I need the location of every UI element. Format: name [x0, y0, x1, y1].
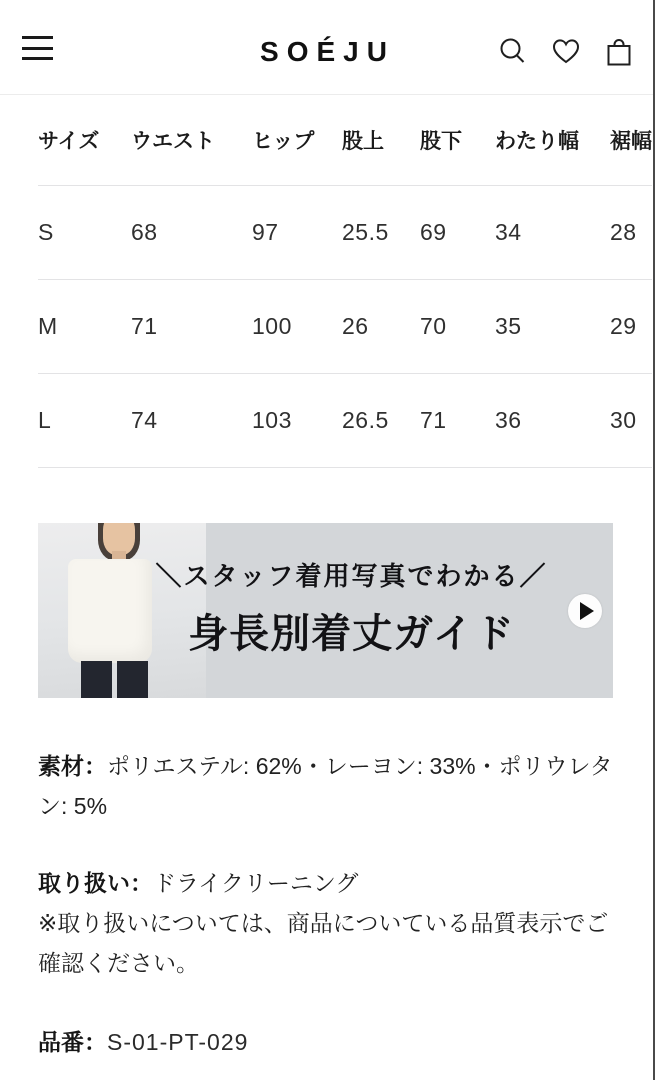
play-button[interactable] — [568, 594, 602, 628]
cell-value: 29 — [610, 279, 652, 373]
cell-size: L — [38, 373, 131, 467]
material-row — [38, 746, 617, 826]
cell-value: 68 — [131, 185, 252, 279]
bag-icon — [602, 35, 636, 69]
size-table-header-row — [38, 95, 652, 185]
cell-value: 26.5 — [342, 373, 420, 467]
col-header-rise: 股上 — [342, 95, 420, 185]
cell-value: 25.5 — [342, 185, 420, 279]
col-header-waist: ウエスト — [131, 95, 252, 185]
care-value: ドライクリーニング — [153, 869, 359, 896]
table-row-m — [38, 279, 652, 373]
col-header-hem: 裾幅 — [610, 95, 652, 185]
col-header-inseam: 股下 — [420, 95, 495, 185]
product-details — [38, 746, 617, 1062]
cell-value: 28 — [610, 185, 652, 279]
material-value: ポリエステル: 62%・レーヨン: 33%・ポリウレタン: 5% — [38, 752, 613, 819]
cell-value: 103 — [252, 373, 342, 467]
care-note: ※取り扱いについては、商品についている品質表示でご確認ください。 — [38, 909, 609, 976]
table-row-s — [38, 185, 652, 279]
heart-icon — [549, 35, 583, 69]
col-header-size: サイズ — [38, 95, 131, 185]
cell-value: 71 — [131, 279, 252, 373]
cell-value: 69 — [420, 185, 495, 279]
item-number-value: S-01-PT-029 — [107, 1028, 249, 1055]
size-table — [38, 95, 652, 468]
search-button[interactable] — [495, 34, 531, 70]
cell-value: 74 — [131, 373, 252, 467]
item-number-label: 品番： — [38, 1028, 107, 1055]
wishlist-button[interactable] — [548, 34, 584, 70]
play-icon — [580, 602, 594, 620]
col-header-thigh: わたり幅 — [495, 95, 610, 185]
model-tunic — [68, 559, 152, 663]
material-label: 素材： — [38, 752, 107, 779]
col-header-hip: ヒップ — [252, 95, 342, 185]
cell-value: 30 — [610, 373, 652, 467]
banner-title: 身長別着丈ガイド — [188, 611, 515, 656]
cell-size: M — [38, 279, 131, 373]
care-row — [38, 863, 617, 983]
banner-text — [150, 556, 553, 659]
header — [0, 0, 655, 95]
cell-value: 36 — [495, 373, 610, 467]
cart-button[interactable] — [601, 34, 637, 70]
cell-value: 35 — [495, 279, 610, 373]
cell-value: 71 — [420, 373, 495, 467]
cell-value: 97 — [252, 185, 342, 279]
table-row-l — [38, 373, 652, 467]
cell-value: 70 — [420, 279, 495, 373]
cell-value: 34 — [495, 185, 610, 279]
care-label: 取り扱い： — [38, 869, 153, 896]
model-pants — [81, 661, 148, 698]
size-guide-banner[interactable] — [38, 523, 613, 698]
cell-size: S — [38, 185, 131, 279]
cell-value: 26 — [342, 279, 420, 373]
search-icon — [496, 35, 530, 69]
header-icons — [495, 34, 637, 70]
banner-tagline: ＼スタッフ着用写真でわかる／ — [155, 560, 548, 591]
brand-logo[interactable]: SOÉJU — [260, 36, 395, 67]
cell-value: 100 — [252, 279, 342, 373]
item-number-row — [38, 1022, 617, 1062]
